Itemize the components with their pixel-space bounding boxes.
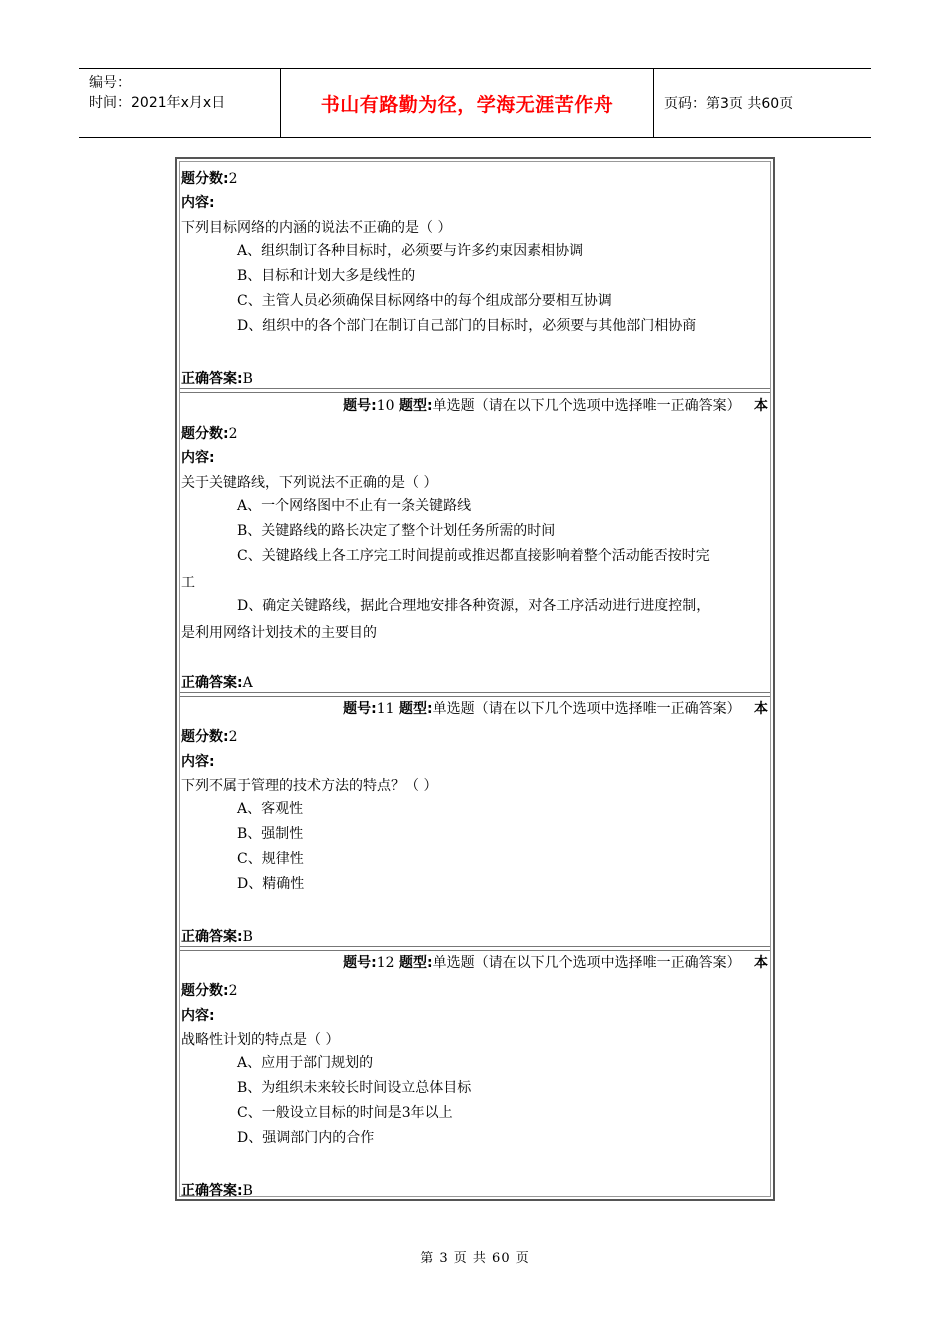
- num-label: 题号:: [343, 398, 377, 414]
- type-value: 单选题（请在以下几个选项中选择唯一正确答案）: [432, 398, 741, 414]
- question-12: [180, 950, 770, 1200]
- type-label: 题型:: [399, 701, 433, 717]
- option-a: A、应用于部门规划的: [237, 1055, 374, 1071]
- answer-value: B: [242, 371, 253, 387]
- option-b: B、关键路线的路长决定了整个计划任务所需的时间: [237, 523, 556, 539]
- score-row: [181, 170, 238, 188]
- option-c: C、关键路线上各工序完工时间提前或推迟都直接影响着整个活动能否按时完: [237, 548, 710, 564]
- type-label: 题型:: [399, 398, 433, 414]
- option-b: B、为组织未来较长时间设立总体目标: [237, 1080, 472, 1096]
- option-b: B、目标和计划大多是线性的: [237, 268, 416, 284]
- title-tail: 本: [754, 955, 768, 971]
- question-box-inner: [179, 161, 771, 1197]
- num-value: 10: [376, 398, 395, 414]
- option-d: D、组织中的各个部门在制订自己部门的目标时，必须要与其他部门相协商: [237, 318, 697, 334]
- content-label: 内容:: [181, 1008, 215, 1024]
- score-label: 题分数:: [181, 426, 229, 442]
- question-10: [180, 392, 770, 692]
- question-title: [343, 700, 768, 718]
- score-row: [181, 425, 238, 443]
- score-value: 2: [228, 171, 238, 187]
- page-info: 页码：第3页 共60页: [664, 96, 794, 112]
- answer-row: [181, 674, 253, 692]
- motto: 书山有路勤为径，学海无涯苦作舟: [281, 69, 654, 137]
- score-value: 2: [228, 983, 238, 999]
- option-a: A、组织制订各种目标时，必须要与许多约束因素相协调: [237, 243, 584, 259]
- answer-value: B: [242, 1183, 253, 1199]
- num-label: 题号:: [343, 701, 377, 717]
- score-value: 2: [228, 729, 238, 745]
- answer-row: [181, 928, 253, 946]
- header-meta: [79, 69, 281, 137]
- answer-row: [181, 370, 253, 388]
- question-text: 战略性计划的特点是（ ）: [181, 1032, 340, 1048]
- answer-value: A: [242, 675, 253, 691]
- score-label: 题分数:: [181, 729, 229, 745]
- type-value: 单选题（请在以下几个选项中选择唯一正确答案）: [432, 955, 741, 971]
- answer-label: 正确答案:: [181, 675, 243, 691]
- question-11: [180, 696, 770, 946]
- question-text: 关于关键路线，下列说法不正确的是（ ）: [181, 475, 438, 491]
- answer-label: 正确答案:: [181, 929, 243, 945]
- option-c: C、规律性: [237, 851, 304, 867]
- answer-row: [181, 1182, 253, 1200]
- question-box: [175, 157, 775, 1201]
- score-label: 题分数:: [181, 171, 229, 187]
- option-d: D、精确性: [237, 876, 305, 892]
- question-title: [343, 397, 768, 415]
- option-d: D、确定关键路线，据此合理地安排各种资源，对各工序活动进行进度控制，: [237, 598, 711, 614]
- content-label: 内容:: [181, 195, 215, 211]
- number-label: 编号：: [89, 75, 131, 91]
- page-footer: 第 3 页 共 60 页: [420, 1251, 530, 1266]
- option-a: A、客观性: [237, 801, 304, 817]
- content-label: 内容:: [181, 450, 215, 466]
- title-tail: 本: [754, 701, 768, 717]
- score-row: [181, 982, 238, 1000]
- score-value: 2: [228, 426, 238, 442]
- question-9: [180, 162, 770, 387]
- answer-label: 正确答案:: [181, 1183, 243, 1199]
- num-label: 题号:: [343, 955, 377, 971]
- num-value: 12: [376, 955, 395, 971]
- question-text: 下列不属于管理的技术方法的特点？（ ）: [181, 778, 438, 794]
- option-b: B、强制性: [237, 826, 304, 842]
- question-text: 下列目标网络的内涵的说法不正确的是（ ）: [181, 220, 452, 236]
- option-c-wrap: 工: [181, 575, 195, 591]
- option-a: A、一个网络图中不止有一条关键路线: [237, 498, 472, 514]
- time-label: 时间：2021年x月x日: [89, 95, 226, 111]
- option-c: C、主管人员必须确保目标网络中的每个组成部分要相互协调: [237, 293, 612, 309]
- content-label: 内容:: [181, 754, 215, 770]
- type-label: 题型:: [399, 955, 433, 971]
- question-title: [343, 954, 768, 972]
- document-header: [79, 68, 871, 138]
- score-label: 题分数:: [181, 983, 229, 999]
- type-value: 单选题（请在以下几个选项中选择唯一正确答案）: [432, 701, 741, 717]
- answer-value: B: [242, 929, 253, 945]
- score-row: [181, 728, 238, 746]
- option-d-wrap: 是利用网络计划技术的主要目的: [181, 625, 377, 641]
- answer-label: 正确答案:: [181, 371, 243, 387]
- option-d: D、强调部门内的合作: [237, 1130, 375, 1146]
- option-c: C、一般设立目标的时间是3年以上: [237, 1105, 453, 1121]
- title-tail: 本: [754, 398, 768, 414]
- num-value: 11: [376, 701, 395, 717]
